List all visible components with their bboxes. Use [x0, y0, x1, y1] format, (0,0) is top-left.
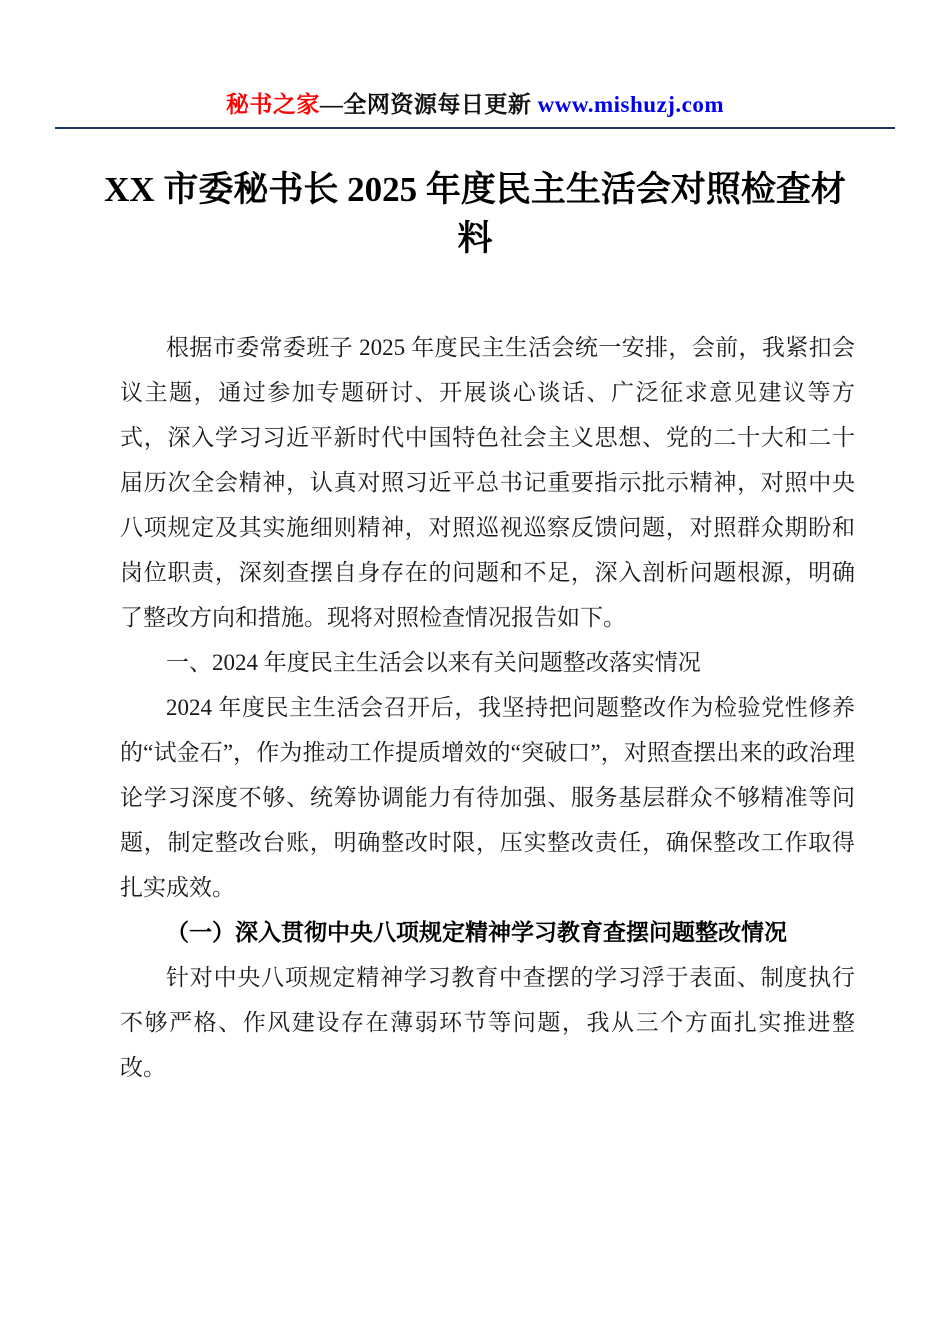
site-url-link[interactable]: www.mishuzj.com	[537, 92, 725, 117]
section-heading-1: 一、2024 年度民主生活会以来有关问题整改落实情况	[166, 650, 701, 675]
paragraph-subsection-1: 针对中央八项规定精神学习教育中查摆的学习浮于表面、制度执行不够严格、作风建设存在薄弱环节等问题，我从三个方面扎实推进整改。	[120, 965, 855, 1080]
header-divider	[55, 127, 895, 129]
paragraph-intro: 根据市委常委班子 2025 年度民主生活会统一安排，会前，我紧扣会议主题，通过参加专题研讨、开展谈心谈话、广泛征求意见建议等方式，深入学习习近平新时代中国特色社会主义思想、党的二十大和二十届历次全会精神，认真对照习近平总书记重要指示批示精神，对照中央八项规定及其实施细则精神，对照巡视巡察反馈问题，对照群众期盼和岗位职责，深刻查摆自身存在的问题和不足，深入剖析问题根源，明确了整改方向和措施。现将对照检查情况报告如下。	[120, 335, 855, 630]
document-title: XX 市委秘书长 2025 年度民主生活会对照检查材料	[104, 170, 846, 258]
subsection-heading-1: （一）深入贯彻中央八项规定精神学习教育查摆问题整改情况	[166, 919, 787, 945]
paragraph-section-1: 2024 年度民主生活会召开后，我坚持把问题整改作为检验党性修养的“试金石”，作为推动工作提质增效的“突破口”，对照查摆出来的政治理论学习深度不够、统筹协调能力有待加强、服务基层群众不够精准等问题，制定整改台账，明确整改时限，压实整改责任，确保整改工作取得扎实成效。	[120, 695, 855, 900]
document-body	[120, 325, 855, 1090]
site-brand: 秘书之家	[225, 92, 320, 117]
site-tagline: —全网资源每日更新	[319, 92, 538, 117]
page-header	[0, 0, 950, 119]
